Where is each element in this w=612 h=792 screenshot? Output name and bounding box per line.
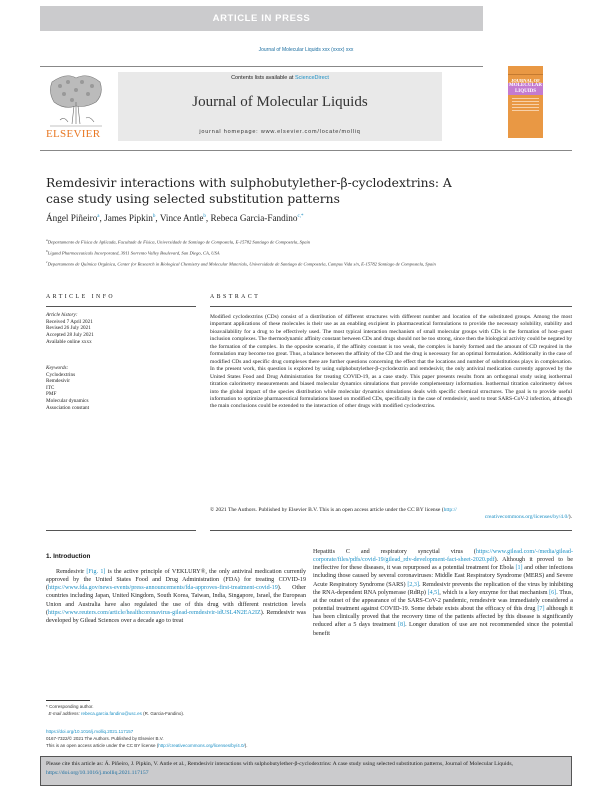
cover-top-band: [508, 68, 543, 75]
affiliation-mark: a: [46, 238, 48, 242]
corresponding-author-note: * Corresponding author.: [46, 704, 94, 709]
oa-license-link[interactable]: http://creativecommons.org/licenses/by/4.0/: [158, 742, 245, 748]
copyright-text: © 2021 The Authors. Published by Elsevier B.V. This is an open access article under the CC BY license (: [210, 507, 444, 513]
affiliation-mark: b: [46, 248, 48, 253]
footnote: [46, 703, 184, 718]
keyword: Cyclodextrins: [46, 371, 76, 378]
author-affiliation-mark[interactable]: b: [203, 213, 206, 219]
keyword: PMF: [46, 391, 57, 398]
reference-link[interactable]: [7]: [537, 606, 545, 613]
copyright-end: ).: [568, 514, 572, 521]
citation-doi-link[interactable]: https://doi.org/10.1016/j.molliq.2021.117157: [46, 770, 149, 776]
affiliation-text: Departamento de Física de Aplicada, Facultade de Física, Universidade de Santiago de Compostela, E-15782 Santiago de Compostela, Spain: [47, 239, 311, 245]
masthead-top-rule: [40, 66, 483, 67]
author-name: Vince Antle: [159, 213, 204, 223]
keywords-label: Keywords:: [46, 365, 69, 371]
abstract-text: Modified cyclodextrins (CDs) consist of a distribution of different structures with different number and location of the substituted groups. Among the most important applications of these molecules is their use as an enabling excipient in pharmaceutical formulations to provide the necessary solubility, stability and bioavailability for a drug to be effectively used. The most typical interaction mechanism of small molecular groups with CDs is the formation of host–guest inclusion complexes. The thermodynamic affinity constant between CDs and drugs should not be too strong, since then the biological activity could be negated by the formation of the complex. In the opposite scenario, if the affinity constant is too weak, the complex is barely formed and the amount of CD required in the formulation may become too great. Thus, a balance between the affinity of the CD and the drug is necessary for an optimal formulation. Additionally in the case of modified CDs and specific drug complexes there are further questions concerning the effect that the locations and number of substitutions plays in complexation. In the present work, this question is explored by using sulphobutylether-β-cyclodextrin and remdesivir, the only antiviral medication currently approved by the United States Food and Drug Administration for treating COVID-19, as a case study. This paper presents results from an orthogonal study using isothermal titration calorimetry measurements and biased molecular dynamics simulations that provide complementary information. Isothermal titration calorimetry delves into the global impact of the species distribution while molecular dynamics simulations deals with specific chemical structures. The goal is to provide useful information to optimize pharmaceutical formulations based on modified CDs, specifically in the case of remdesivir, used to treat SARS-CoV-2 infection, although the main conclusions could be extended to the interaction of other drugs with modified cyclodextrins.: [210, 314, 572, 410]
intro-left-column: [46, 568, 306, 625]
email-line: [46, 710, 184, 717]
email-suffix: (R. Garcia-Fandino).: [141, 711, 185, 717]
history-label: Article history:: [46, 312, 78, 318]
author-name: Ángel Piñeiro: [46, 213, 98, 223]
journal-masthead: [118, 72, 442, 141]
author-affiliation-mark[interactable]: b: [152, 213, 156, 219]
keyword: Association constant: [46, 404, 90, 411]
keyword: Remdesivir: [46, 378, 70, 385]
abstract-bottom-rule: [210, 530, 572, 531]
author-affiliation-mark[interactable]: c,*: [297, 213, 304, 219]
oa-prefix: This is an open access article under the CC BY license (: [46, 742, 159, 748]
body-text: , which is a key enzyme for that mechanism: [439, 589, 550, 596]
article-in-press-banner: [40, 6, 483, 31]
journal-cover-image: [508, 66, 543, 138]
affiliation-text: Departamento de Química Orgánica, Center for Research in Biological Chemistry and Molecular Materials, Universidade de Santiago de Compostela, Campus Vida s/n, E-15782 Santiago de Compostela, Spain: [47, 261, 436, 267]
article-info-bottom-rule: [46, 530, 196, 531]
email-link[interactable]: rebeca.garcia.fandino@usc.es: [81, 711, 142, 717]
affiliation: [46, 236, 566, 247]
body-text: . Remdesivir prevents the replication of the virus by inhibiting the RNA-dependent RNA polymerase (RdRp): [313, 581, 573, 596]
header-rule: [40, 150, 572, 151]
doi-link[interactable]: https://doi.org/10.1016/j.molliq.2021.117157: [46, 729, 134, 734]
author: [211, 213, 304, 223]
abstract-rule: [210, 306, 572, 307]
citation-box: [40, 756, 572, 786]
abstract-heading: ABSTRACT: [210, 294, 261, 300]
keywords: [46, 365, 89, 411]
copyright-notice: [210, 507, 572, 522]
author: [160, 213, 206, 223]
affiliation: [46, 258, 566, 269]
author-name: James Pipkin: [104, 213, 153, 223]
keyword: ITC: [46, 384, 55, 391]
keyword: Molecular dynamics: [46, 397, 89, 404]
body-text: ). Although it proved to be ineffective for these diseases, it was repurposed as a potential treatment for Ebola: [313, 557, 573, 572]
article-history: [46, 312, 94, 346]
open-access-line: [46, 743, 248, 750]
footnote-rule: [46, 700, 90, 701]
cover-title-line2: MOLECULAR LIQUIDS: [508, 83, 543, 94]
article-info-rule: [46, 306, 196, 307]
reference-link[interactable]: [6]: [549, 589, 557, 596]
author: [46, 213, 100, 223]
body-text: . Longer duration of use are not recommended since the potential benefit: [313, 622, 573, 637]
journal-title: Journal of Molecular Liquids: [192, 94, 368, 110]
affiliations: [46, 236, 566, 268]
reference-link[interactable]: https://www.reuters.com/article/healthcoronavirus-gilead-remdesivir-idUSL4N2EA2IZ: [48, 609, 261, 616]
body-text: ). Remdesivir was developed by Gilead Sciences over a decade ago to treat: [46, 609, 306, 624]
reference-link[interactable]: https://www.fda.gov/news-events/press-announcements/fda-approves-first-treatment-covid-19: [48, 585, 278, 592]
author-name: Rebeca Garcia-Fandino: [210, 213, 298, 223]
reference-link[interactable]: [1]: [515, 565, 523, 572]
oa-suffix: ).: [244, 742, 248, 748]
body-text: although it has been clinically proved that the recovery time of the patients affected by this disease is significantly reduced after a 5 days treatment: [313, 606, 574, 629]
affiliation: [46, 247, 566, 258]
body-text: . Thus, at the outset of the appearance of the SARS-CoV-2 pandemic, remdesivir was immediately considered a potential treatment against COVID-19. Some debate exists about the efficacy of this drug: [313, 589, 573, 613]
history-item: Available online xxxx: [46, 338, 92, 345]
article-in-press-label: ARTICLE IN PRESS: [40, 6, 483, 31]
body-text: ). Other countries including Japan, United Kingdom, South Korea, Taiwan, India, Singapore, Israel, the European Union and Australia have also regulated the use of this drug with different restriction levels (: [46, 585, 306, 616]
history-item: Accepted 28 July 2021: [46, 332, 94, 339]
history-item: Revised 26 July 2021: [46, 325, 91, 332]
affiliation-text: Ligand Pharmaceuticals Incorporated, 3911 Sorrento Valley Boulevard, San Diego, CA, USA: [47, 250, 220, 256]
journal-reference[interactable]: Journal of Molecular Liquids xxx (xxxx) xxx: [258, 47, 354, 53]
cover-title-line1: JOURNAL OF: [511, 78, 540, 83]
body-text: Hepatitis C and respiratory syncytial virus (: [313, 549, 476, 555]
publisher-name: ELSEVIER: [46, 128, 101, 140]
reference-link[interactable]: [2,3]: [407, 581, 420, 588]
author-list: Ángel Piñeiro$^a$, James Pipkin$^b$, Vince Antle$^b$, Rebeca Garcia-Fandino$^{c,*}$: [46, 213, 304, 223]
intro-right-column: [313, 548, 573, 638]
reference-link[interactable]: [Fig. 1]: [86, 569, 106, 575]
body-text: is the active principle of VEKLURY®, the only antiviral medication currently approved by the United States Food and Drug Administration (FDA) for treating COVID-19 (: [46, 569, 307, 592]
contents-line: [118, 75, 442, 81]
body-text: and other infections including those caused by several coronaviruses: Middle East Respiratory Syndrome (MERS) and Severe Acute Respiratory Syndrome (SARS): [313, 565, 573, 588]
issn-line: 0167-7322/© 2021 The Authors. Published by Elsevier B.V.: [46, 735, 164, 741]
author-affiliation-mark[interactable]: a: [97, 213, 100, 219]
section-heading-introduction: 1. Introduction: [46, 553, 91, 560]
doi-block: [46, 729, 248, 749]
article-title: Remdesivir interactions with sulphobutylether-β-cyclodextrins: A case study using selected substitution patterns: [46, 176, 452, 206]
affiliation-mark: c: [46, 259, 48, 264]
license-link-cont[interactable]: creativecommons.org/licenses/by/4.0/: [484, 514, 569, 521]
sciencedirect-link[interactable]: ScienceDirect: [294, 75, 329, 81]
cover-text-lines: [512, 96, 539, 113]
history-item: Received 7 April 2021: [46, 318, 93, 325]
reference-link[interactable]: [4,5]: [427, 589, 440, 596]
author: [104, 213, 155, 223]
article-info-heading: ARTICLE INFO: [46, 294, 116, 300]
body-text: Remdesivir: [56, 569, 87, 575]
journal-homepage[interactable]: journal homepage: www.elsevier.com/locate/molliq: [199, 129, 361, 135]
license-link[interactable]: http://: [443, 507, 457, 513]
citation-text: Please cite this article as: Á. Piñeiro, J. Pipkin, V. Antle et al., Remdesivir interactions with sulphobutylether-β-cyclodextrins: A case study using selected substitution patterns, Journal of Molecular Liquids,: [46, 761, 513, 767]
reference-link[interactable]: https://www.gilead.com/-/media/gilead-corporate/files/pdfs/covid-19/gilead_rdv-development-fact-sheet-2020.pdf: [313, 549, 573, 564]
contents-prefix: Contents lists available at: [231, 75, 295, 81]
email-label: E-mail address:: [48, 711, 82, 717]
reference-link[interactable]: [8]: [397, 622, 406, 629]
